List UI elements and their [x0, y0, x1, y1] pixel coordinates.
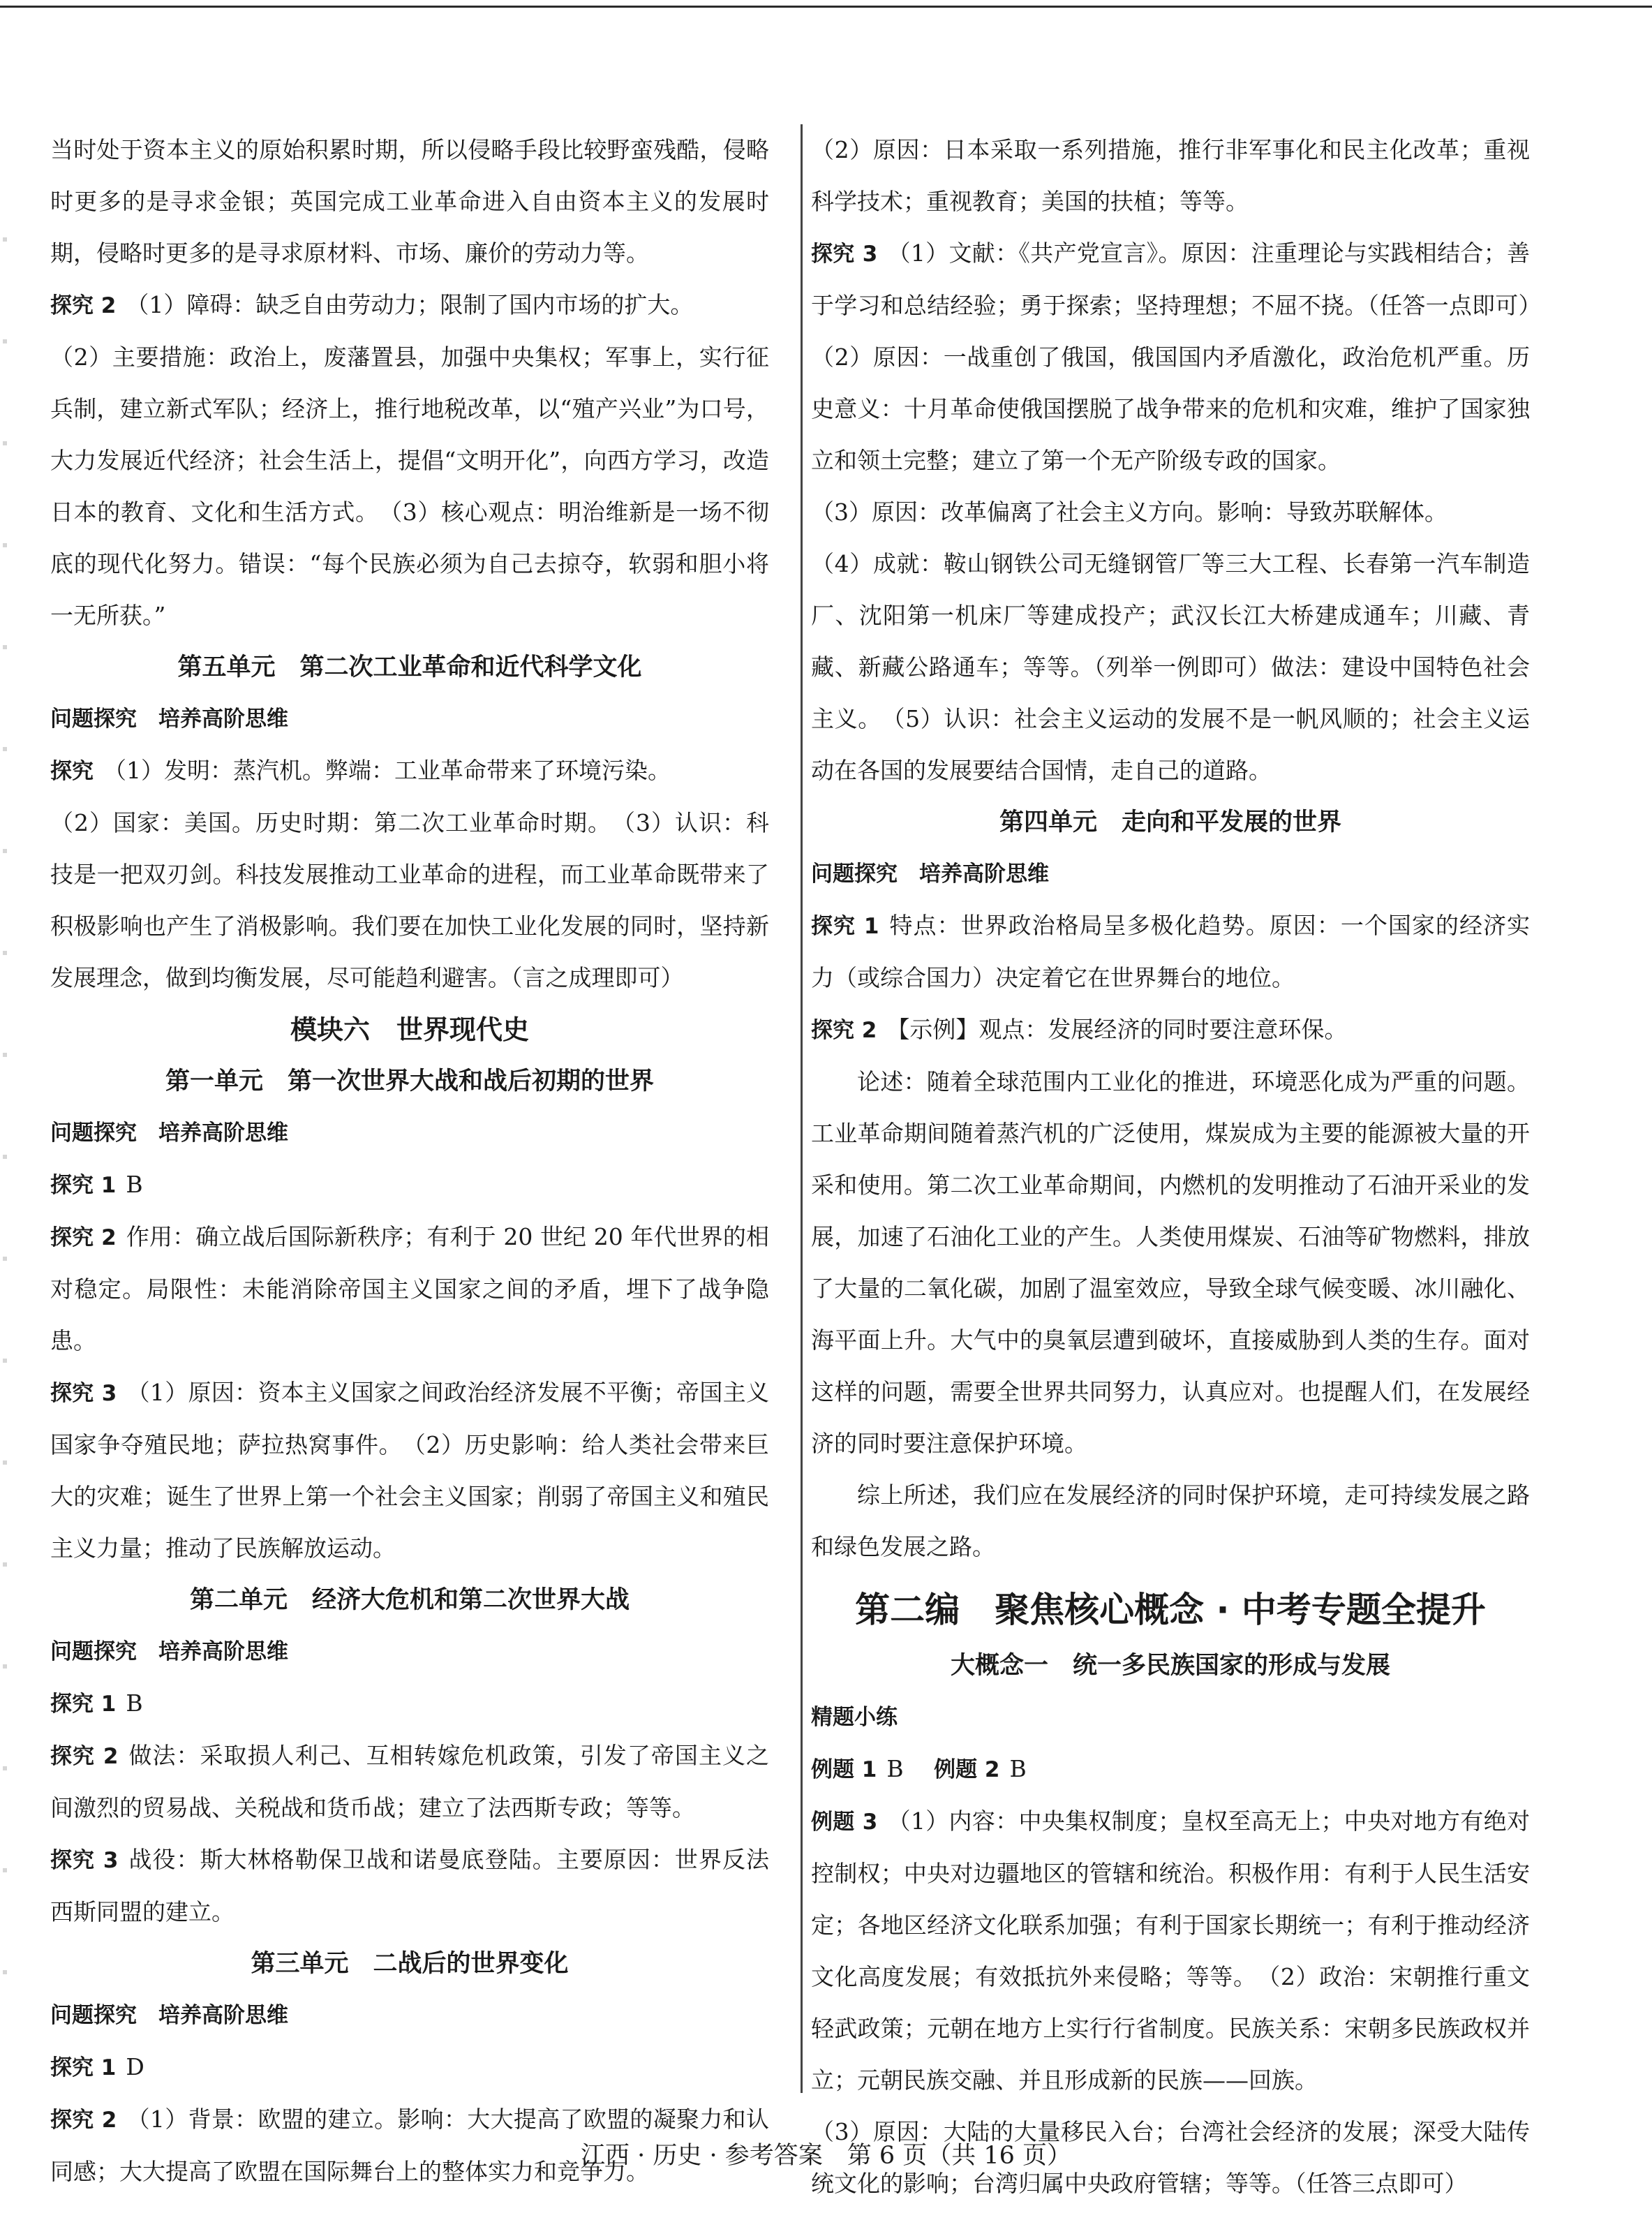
practice-title: 精题小练	[811, 1705, 898, 1730]
m6u1-q1-label: 探究 1	[50, 1173, 117, 1198]
m6u3-q2-answer: （1）背景：欧盟的建立。影响：大大提高了欧盟的凝聚力和认同感；大大提高了欧盟在国际舞台上的整体实力和竞争力。	[50, 2106, 769, 2185]
u4-essay-body: 论述：随着全球范围内工业化的推进，环境恶化成为严重的问题。工业革命期间随着蒸汽机的广泛使用，煤炭成为主要的能源被大量的开采和使用。第二次工业革命期间，内燃机的发明推动了石油开采业的发展，加速了石油化工业的产生。人类使用煤炭、石油等矿物燃料，排放了大量的二氧化碳，加剧了温室效应，导致全球气候变暖、冰川融化、海平面上升。大气中的臭氧层遭到破坏，直接威胁到人类的生存。面对这样的问题，需要全世界共同努力，认真应对。也提醒人们，在发展经济的同时要注意保护环境。	[811, 1068, 1530, 1457]
m6u1-q1	[50, 1159, 769, 1211]
top-rule	[0, 6, 1652, 8]
explore-2	[50, 279, 769, 332]
m6u1-q3	[50, 1367, 769, 1574]
unit4-subtitle: 问题探究 培养高阶思维	[811, 861, 1049, 887]
m6u3-q1	[50, 2041, 769, 2094]
r2-label: 探究 3	[811, 242, 878, 267]
m6-unit1-title: 第一单元 第一次世界大战和战后初期的世界	[165, 1067, 654, 1095]
edition-title: 第二编 聚焦核心概念 · 中考专题全提升	[855, 1590, 1486, 1630]
ex2-label: 例题 2	[934, 1757, 1000, 1782]
m6u2-q1-answer: B	[126, 1689, 143, 1717]
m6-unit2-subtitle: 问题探究 培养高阶思维	[50, 1639, 288, 1664]
scan-margin-marks	[3, 140, 7, 2025]
intro-paragraph: 当时处于资本主义的原始积累时期，所以侵略手段比较野蛮残酷，侵略时更多的是寻求金银；英国完成工业革命进入自由资本主义的发展时期，侵略时更多的是寻求原材料、市场、廉价的劳动力等。	[50, 136, 769, 267]
u4-essay-conclusion: 综上所述，我们应在发展经济的同时保护环境，走可持续发展之路和绿色发展之路。	[811, 1481, 1530, 1560]
unit5-subtitle: 问题探究 培养高阶思维	[50, 707, 288, 732]
unit5-title: 第五单元 第二次工业革命和近代科学文化	[177, 653, 642, 681]
m6u3-q2-label: 探究 2	[50, 2108, 117, 2133]
unit4-title: 第四单元 走向和平发展的世界	[999, 808, 1341, 836]
m6u3-q1-label: 探究 1	[50, 2055, 117, 2080]
u4-q1-label: 探究 1	[811, 914, 879, 939]
ex3-answer: （1）内容：中央集权制度；皇权至高无上；中央对地方有绝对控制权；中央对边疆地区的管辖和统治。积极作用：有利于人民生活安定；各地区经济文化联系加强；有利于国家长期统一；有利于推动经济文化高度发展；有效抵抗外来侵略；等等。 （2）政治：宋朝推行重文轻武政策；元朝在地方上实行行省制度。民族关系：宋朝多民族政权并立；元朝民族交融、并且形成新的民族——回族。	[811, 1807, 1530, 2094]
unit5-explore	[50, 745, 769, 797]
unit5-explore-label: 探究	[50, 759, 94, 784]
unit5-explore-text-a: （1）发明：蒸汽机。弊端：工业革命带来了环境污染。	[103, 757, 671, 784]
ex1-answer: B	[886, 1755, 904, 1782]
m6u2-q3-answer: 战役：斯大林格勒保卫战和诺曼底登陆。主要原因：世界反法西斯同盟的建立。	[50, 1846, 769, 1925]
m6u3-q1-answer: D	[126, 2053, 144, 2080]
examples-1-2	[811, 1743, 1530, 1796]
r2-text: （1）文献：《共产党宣言》。原因：注重理论与实践相结合；善于学习和总结经验；勇于探索；坚持理想；不屈不挠。（任答一点即可） （2）原因：一战重创了俄国，俄国国内矛盾激化，政治危机严重。历史意义：十月革命使俄国摆脱了战争带来的危机和灾难，维护了国家独立和领土完整；建立了第一个无产阶级专政的国家。	[811, 239, 1553, 474]
explore-2-text-b: （2）主要措施：政治上，废藩置县，加强中央集权；军事上，实行征兵制，建立新式军队；经济上，推行地税改革，以“殖产兴业”为口号，大力发展近代经济；社会生活上，提倡“文明开化”，向西方学习，改造日本的教育、文化和生活方式。 （3）核心观点：明治维新是一场不彻底的现代化努力。错误：“每个民族必须为自己去掠夺，软弱和胆小将一无所获。”	[50, 343, 769, 629]
concept1-title: 大概念一 统一多民族国家的形成与发展	[950, 1652, 1390, 1680]
r2-explore-3	[811, 228, 1553, 487]
unit5-explore-text-b: （2）国家：美国。历史时期：第二次工业革命时期。 （3）认识：科技是一把双刃剑。科技发展推动工业革命的进程，而工业革命既带来了积极影响也产生了消极影响。我们要在加快工业化发展的同时，坚持新发展理念，做到均衡发展，尽可能趋利避害。（言之成理即可）	[50, 809, 769, 991]
ex3	[811, 1796, 1530, 2106]
r3-paragraph: （3）原因：改革偏离了社会主义方向。影响：导致苏联解体。	[811, 498, 1448, 526]
m6u1-q1-answer: B	[126, 1171, 143, 1198]
m6-unit3-title: 第三单元 二战后的世界变化	[251, 1950, 569, 1978]
m6u1-q3-answer: （1）原因：资本主义国家之间政治经济发展不平衡；帝国主义国家争夺殖民地；萨拉热窝事件。 （2）历史影响：给人类社会带来巨大的灾难；诞生了世界上第一个社会主义国家；削弱了帝国主义和殖民主义力量；推动了民族解放运动。	[50, 1379, 769, 1562]
m6u2-q2	[50, 1730, 769, 1834]
page-footer: 江西 · 历史 · 参考答案 第 6 页（共 16 页）	[580, 2142, 1072, 2170]
m6u2-q3-label: 探究 3	[50, 1848, 119, 1873]
left-column	[50, 124, 769, 2198]
m6u1-q3-label: 探究 3	[50, 1381, 117, 1406]
explore-2-label: 探究 2	[50, 293, 117, 318]
u4-q1	[811, 900, 1530, 1004]
m6-unit3-subtitle: 问题探究 培养高阶思维	[50, 2003, 288, 2028]
u4-q2-answer: 【示例】观点：发展经济的同时要注意环保。	[886, 1016, 1348, 1043]
module6-title: 模块六 世界现代史	[290, 1014, 529, 1045]
explore-2-text-a: （1）障碍：缺乏自由劳动力；限制了国内市场的扩大。	[126, 291, 694, 318]
m6u2-q1-label: 探究 1	[50, 1692, 117, 1717]
u4-q2	[811, 1004, 1530, 1056]
m6-unit2-title: 第二单元 经济大危机和第二次世界大战	[189, 1586, 630, 1614]
column-divider	[801, 124, 803, 2093]
ex3-label: 例题 3	[811, 1810, 878, 1835]
m6u1-q2	[50, 1211, 769, 1367]
r1-paragraph: （2）原因：日本采取一系列措施，推行非军事化和民主化改革；重视科学技术；重视教育；美国的扶植；等等。	[811, 136, 1530, 215]
m6u2-q2-label: 探究 2	[50, 1744, 119, 1769]
u4-q2-label: 探究 2	[811, 1018, 877, 1043]
right-column	[811, 124, 1553, 2210]
m6u1-q2-label: 探究 2	[50, 1225, 117, 1250]
ex2-answer: B	[1009, 1755, 1027, 1782]
m6u2-q3	[50, 1834, 769, 1938]
ex1-label: 例题 1	[811, 1757, 877, 1782]
r4-paragraph: （4）成就：鞍山钢铁公司无缝钢管厂等三大工程、长春第一汽车制造厂、沈阳第一机床厂等建成投产；武汉长江大桥建成通车；川藏、青藏、新藏公路通车；等等。（列举一例即可）做法：建设中国特色社会主义。 （5）认识：社会主义运动的发展不是一帆风顺的；社会主义运动在各国的发展要结合国情，走自己的道路。	[811, 550, 1530, 784]
m6u2-q2-answer: 做法：采取损人利己、互相转嫁危机政策，引发了帝国主义之间激烈的贸易战、关税战和货币战；建立了法西斯专政；等等。	[50, 1742, 769, 1821]
ex3-part3: （3）原因：大陆的大量移民入台；台湾社会经济的发展；深受大陆传统文化的影响；台湾归属中央政府管辖；等等。（任答三点即可）	[811, 2118, 1530, 2197]
m6u1-q2-answer: 作用：确立战后国际新秩序；有利于 20 世纪 20 年代世界的相对稳定。局限性：未能消除帝国主义国家之间的矛盾，埋下了战争隐患。	[50, 1223, 769, 1354]
u4-q1-answer: 特点：世界政治格局呈多极化趋势。原因：一个国家的经济实力（或综合国力）决定着它在世界舞台的地位。	[811, 912, 1530, 991]
m6-unit1-subtitle: 问题探究 培养高阶思维	[50, 1120, 288, 1146]
m6u2-q1	[50, 1678, 769, 1730]
